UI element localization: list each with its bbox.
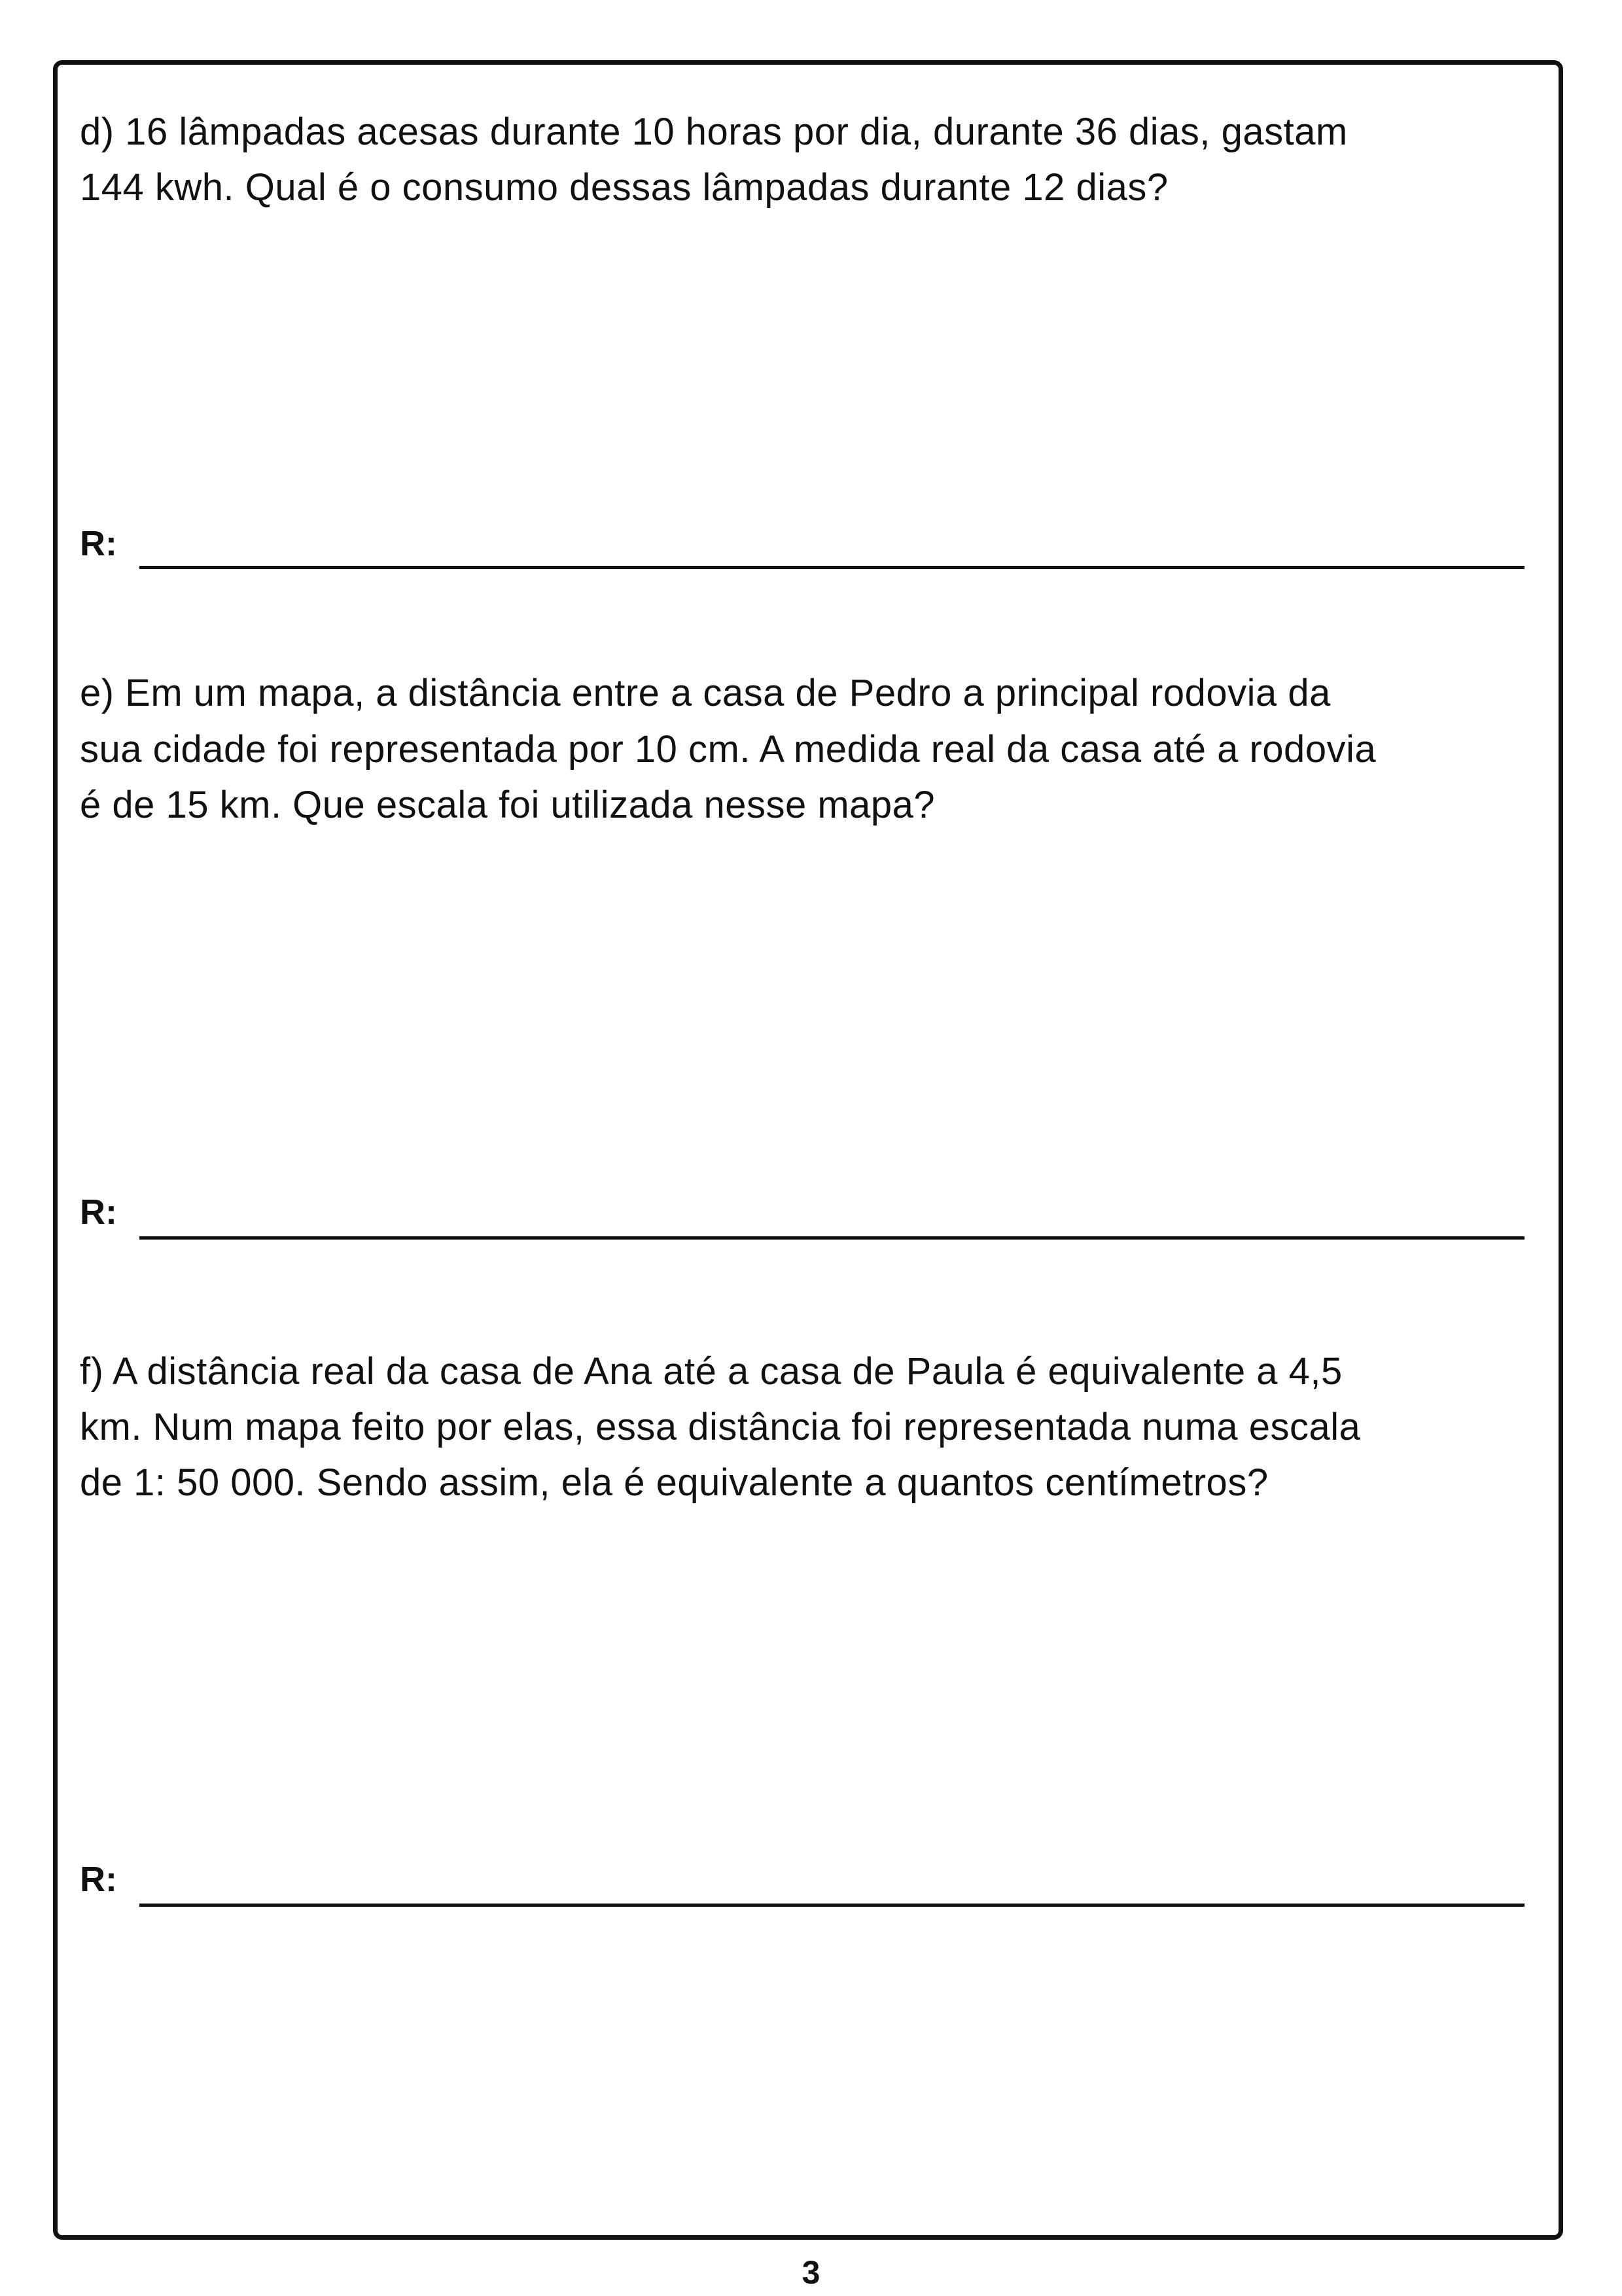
- answer-line-e[interactable]: [139, 1236, 1525, 1240]
- page-border: [53, 60, 1563, 2240]
- answer-line-d[interactable]: [139, 566, 1525, 569]
- question-e-line-2: sua cidade foi representada por 10 cm. A medida real da casa até a rodovia: [80, 728, 1377, 771]
- question-f-line-1: f) A distância real da casa de Ana até a casa de Paula é equivalente a 4,5: [80, 1350, 1343, 1393]
- answer-label-d: R:: [80, 524, 117, 563]
- question-f-line-2: km. Num mapa feito por elas, essa distância foi representada numa escala: [80, 1406, 1361, 1448]
- answer-line-f[interactable]: [139, 1904, 1525, 1907]
- question-e-line-3: é de 15 km. Que escala foi utilizada nesse mapa?: [80, 784, 936, 826]
- page-number: 3: [802, 2254, 820, 2291]
- answer-label-f: R:: [80, 1860, 117, 1899]
- question-d-line-2: 144 kwh. Qual é o consumo dessas lâmpadas durante 12 dias?: [80, 166, 1169, 209]
- question-d-line-1: d) 16 lâmpadas acesas durante 10 horas por dia, durante 36 dias, gastam: [80, 111, 1348, 153]
- question-e-line-1: e) Em um mapa, a distância entre a casa de Pedro a principal rodovia da: [80, 672, 1331, 714]
- answer-label-e: R:: [80, 1192, 117, 1232]
- question-f-line-3: de 1: 50 000. Sendo assim, ela é equivalente a quantos centímetros?: [80, 1461, 1269, 1504]
